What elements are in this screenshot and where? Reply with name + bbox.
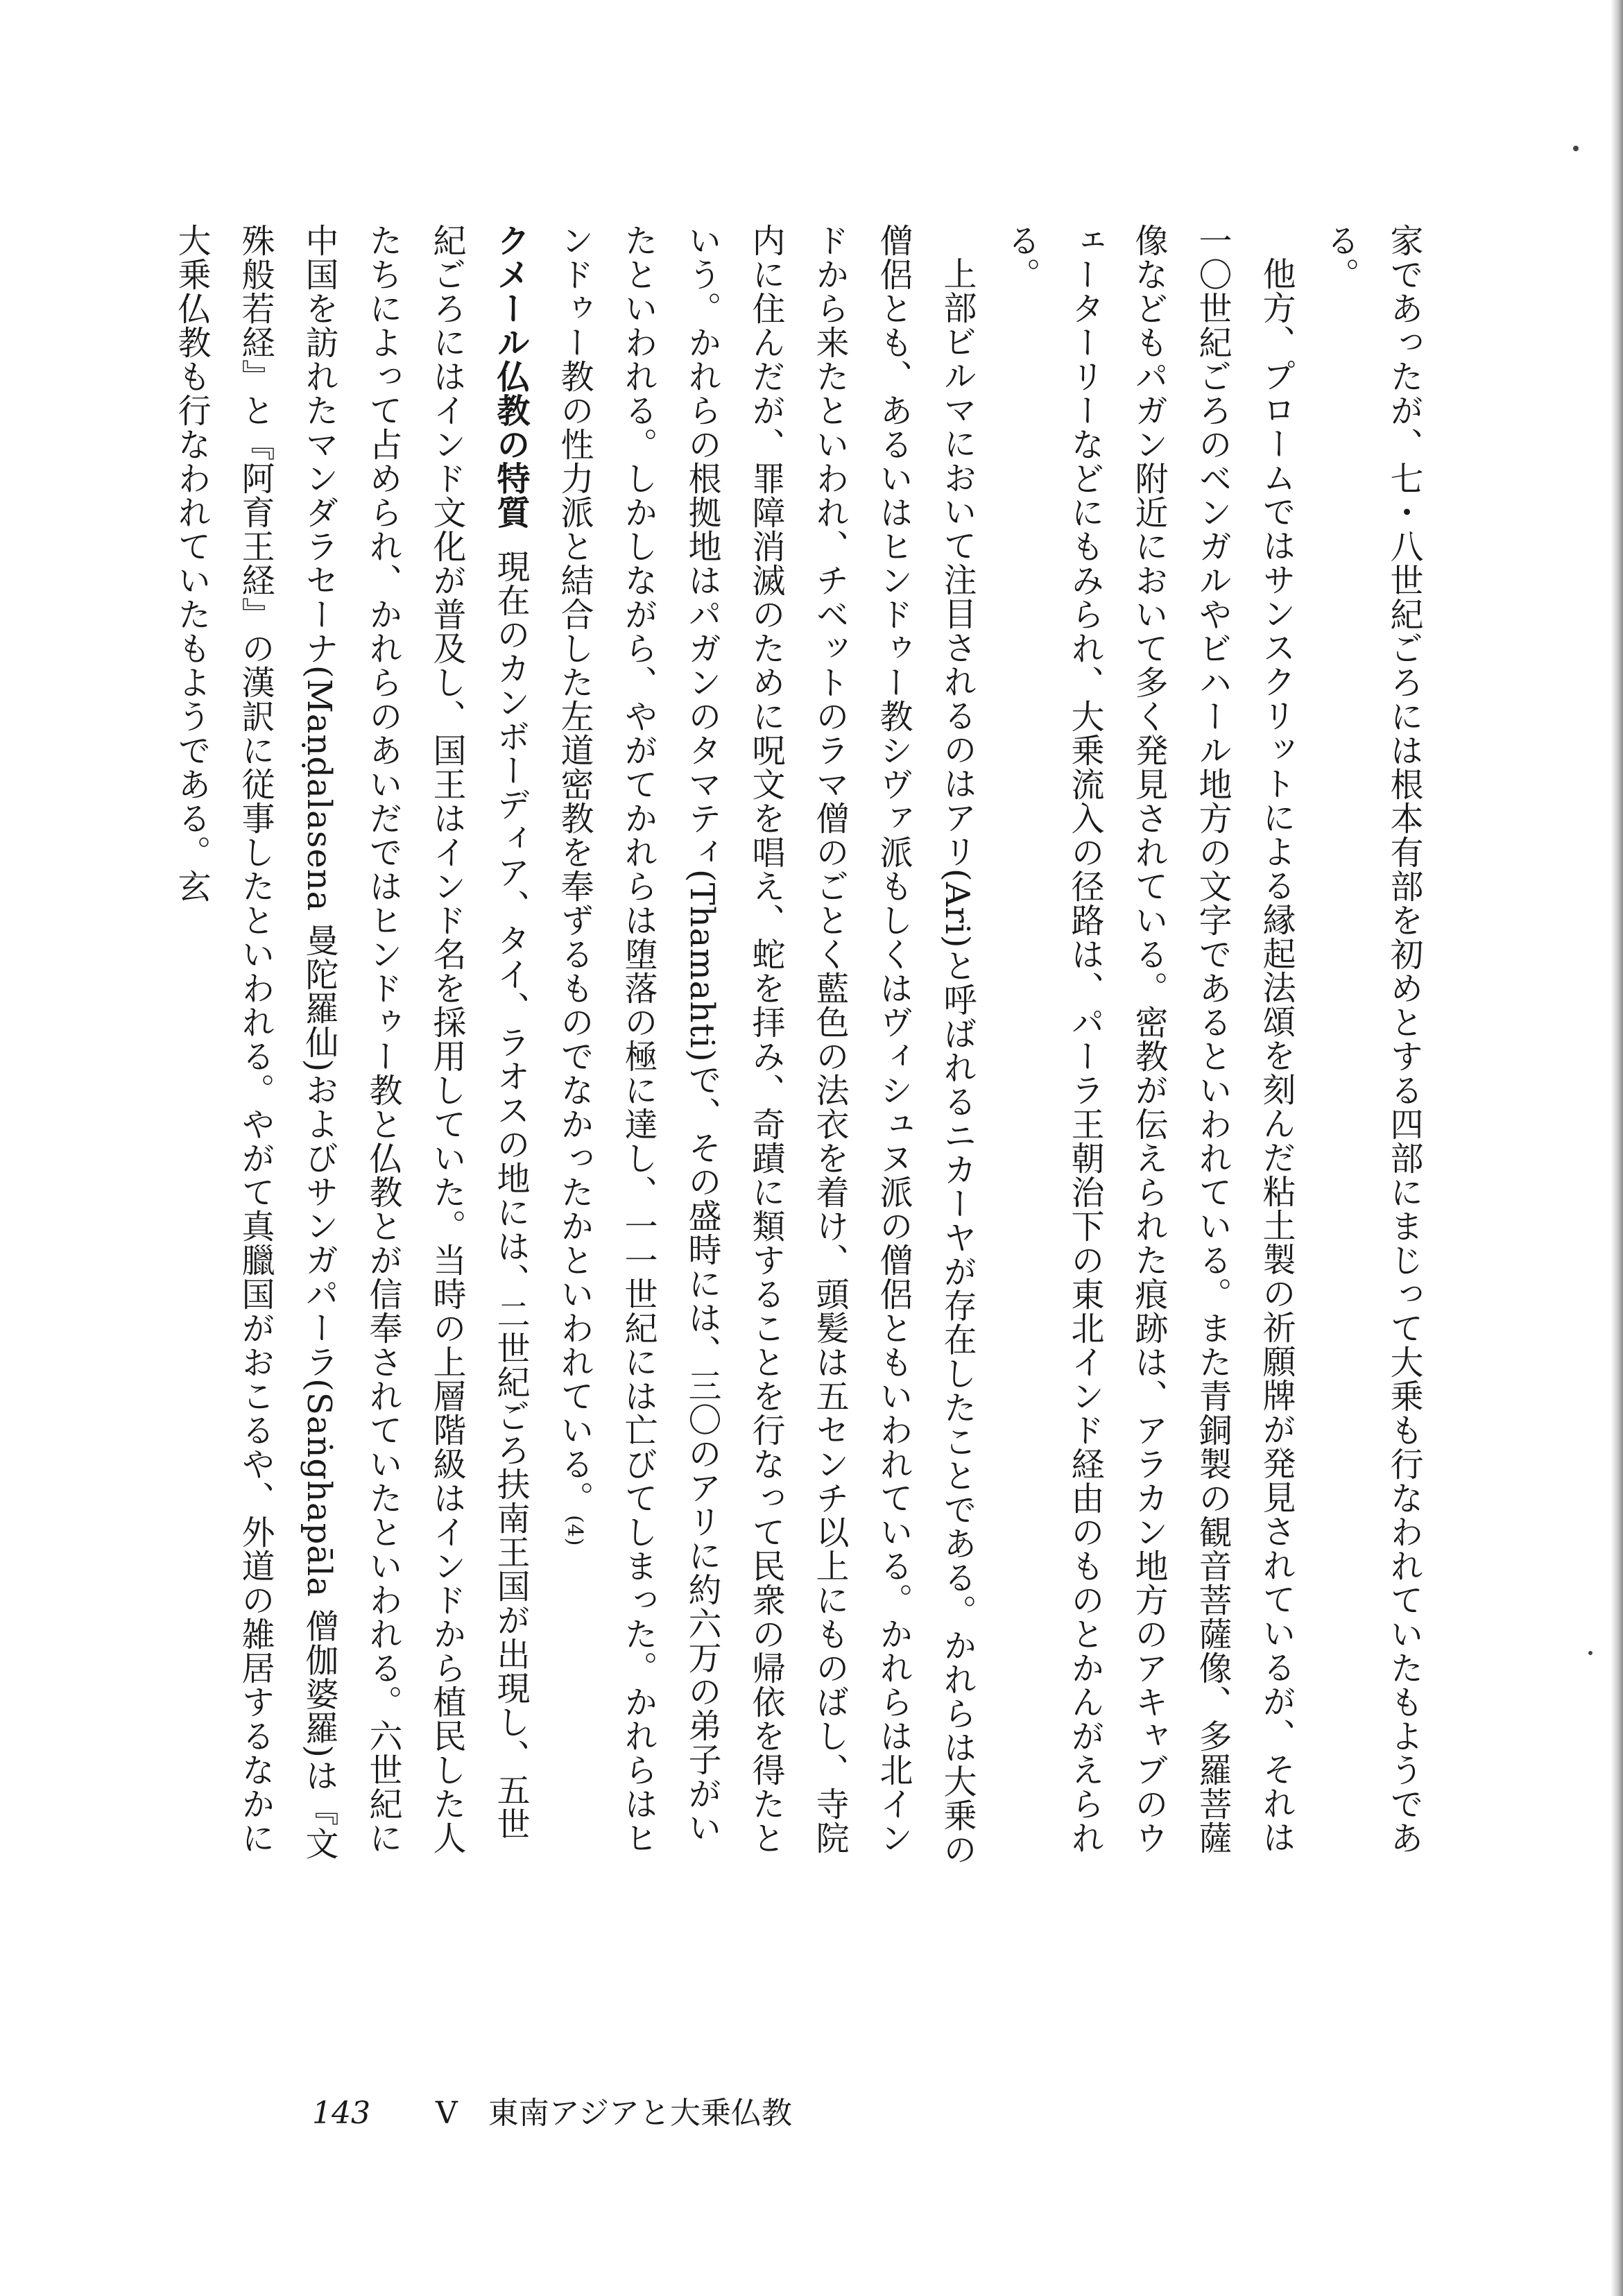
scan-speck: [1573, 146, 1579, 151]
scan-speck: [1588, 1651, 1592, 1655]
paragraph-4: [160, 223, 542, 1867]
page-number: 143: [312, 2096, 370, 2131]
scan-page-edge: [1611, 0, 1623, 2296]
paragraph-1: 家であったが、七・八世紀ごろには根本有部を初めとする四部にまじって大乗も行なわれていたもようである。: [1321, 223, 1423, 1855]
vertical-body-text: [172, 223, 1436, 1867]
chapter-title: V 東南アジアと大乗仏教: [435, 2096, 792, 2131]
paragraph-4-text: 現在のカンボーディア、タイ、ラオスの地には、二世紀ごろ扶南王国が出現し、五世紀ごろにはインド文化が普及し、国王はインド名を採用していた。当時の上層階級はインドから植民した人たちによって占められ、かれらのあいだではヒンドゥー教と仏教とが信奉されていたといわれる。六世紀に中国を訪れたマンダラセーナ(Maṇḍalasena 曼陀羅仙)およびサンガパーラ(Saṅghapāla 僧伽婆羅)は『文殊般若経』と『阿育王経』の漢訳に従事したといわれる。やがて真臘国がおこるや、外道の雑居するなかに大乗仏教も行なわれていたもようである。玄: [172, 223, 530, 1860]
paragraph-3-text: 上部ビルマにおいて注目されるのはアリ(Ari)と呼ばれるニカーヤが存在したことである。かれらは大乗の僧侶とも、あるいはヒンドゥー教シヴァ派もしくはヴィシュヌ派の僧侶ともいわれている。かれらは北インドから来たといわれ、チベットのラマ僧のごとく藍色の法衣を着け、頭髪は五センチ以上にものばし、寺院内に住んだが、罪障消滅のために呪文を唱え、蛇を拝み、奇蹟に類することを行なって民衆の帰依を得たという。かれらの根拠地はパガンのタマティ(Thamahti)で、その盛時には、三〇のアリに約六万の弟子がいたといわれる。しかしながら、やがてかれらは堕落の極に達し、一一世紀には亡びてしまった。かれらはヒンドゥー教の性力派と結合した左道密教を奉ずるものでなかったかといわれている。: [555, 223, 977, 1867]
paragraph-3: [542, 223, 989, 1867]
page-footer: [312, 2088, 792, 2132]
paragraph-2: 他方、プロームではサンスクリットによる縁起法頌を刻んだ粘土製の祈願牌が発見されているが、それは一〇世紀ごろのベンガルやビハール地方の文字であるといわれている。また青銅製の観音菩薩像、多羅菩薩像などもパガン附近において多く発見されている。密教が伝えられた痕跡は、アラカン地方のアキャブのウェーターリーなどにもみられ、大乗流入の径路は、パーラ王朝治下の東北インド経由のものとかんがえられる。: [1002, 223, 1296, 1855]
section-heading: クメール仏教の特質: [491, 223, 530, 529]
footnote-reference: (4): [563, 1515, 587, 1547]
